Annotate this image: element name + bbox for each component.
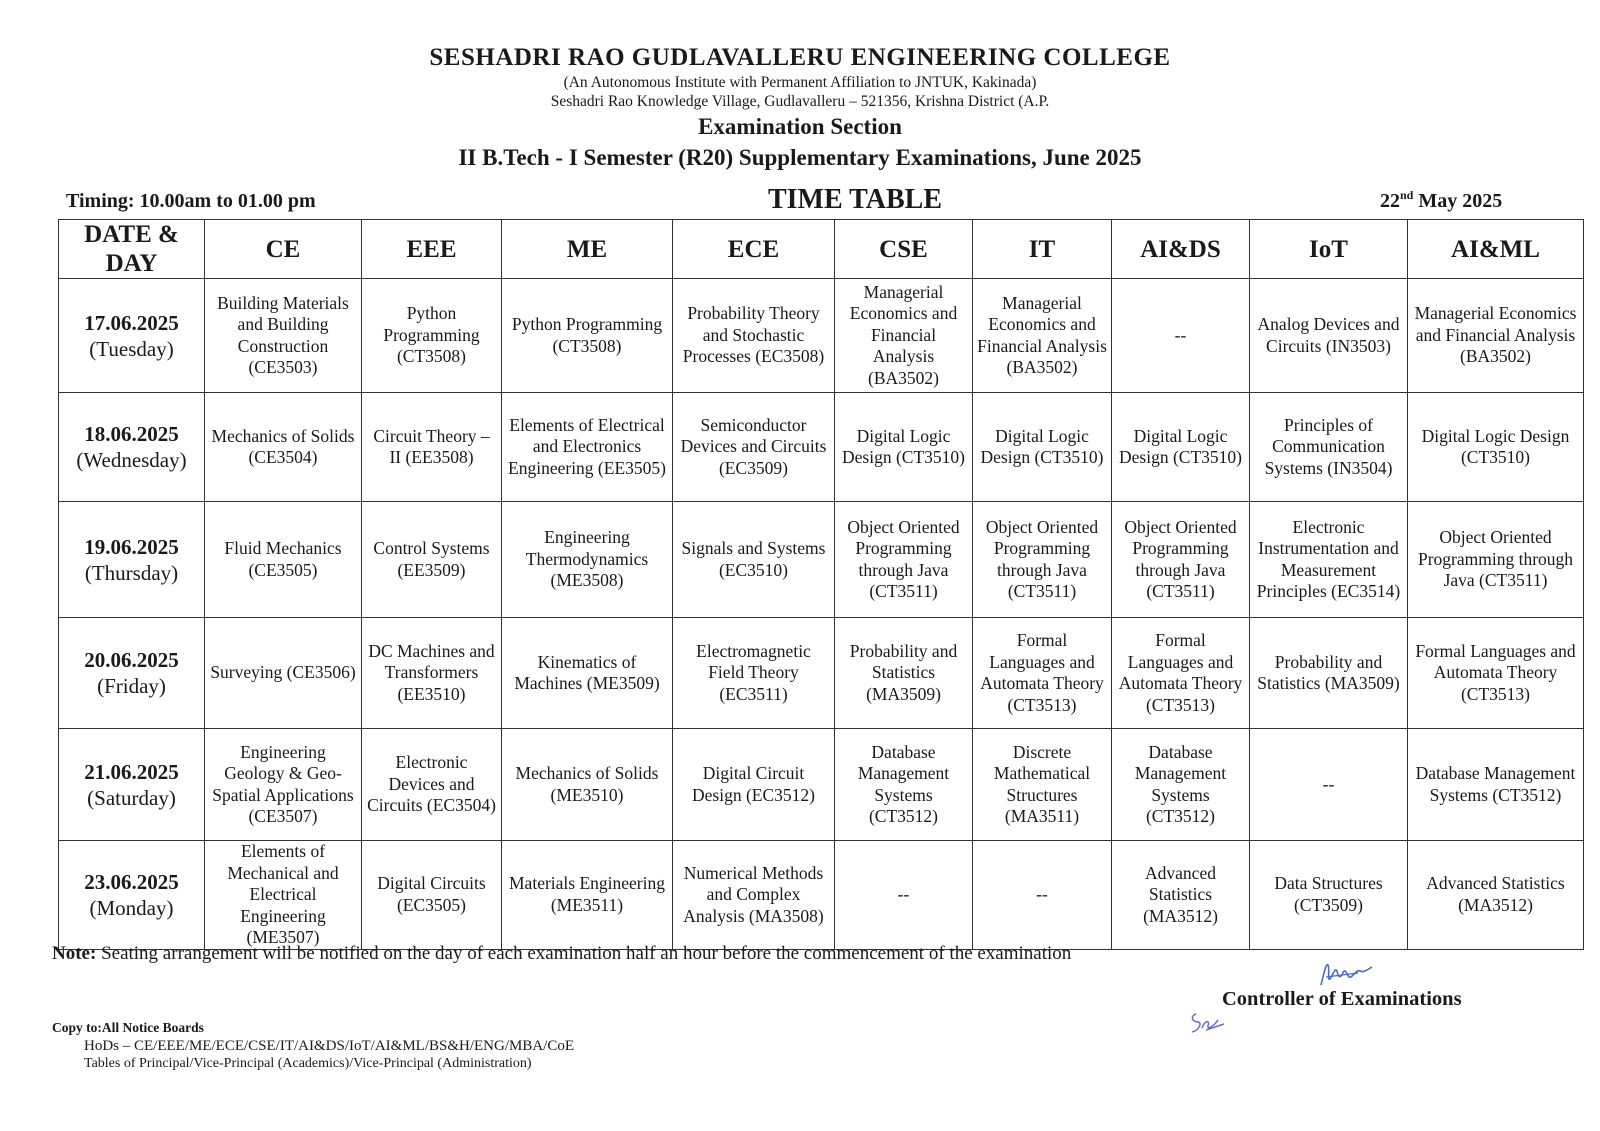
subject-cell: -- bbox=[835, 841, 973, 950]
exam-title: II B.Tech - I Semester (R20) Supplementary Examinations, June 2025 bbox=[458, 145, 1142, 170]
subject-cell: Formal Languages and Automata Theory (CT3513) bbox=[1112, 618, 1250, 729]
page-title: TIME TABLE bbox=[767, 184, 942, 215]
subject-cell: Data Structures (CT3509) bbox=[1250, 841, 1408, 950]
table-row bbox=[59, 279, 1584, 393]
subject-cell: Probability Theory and Stochastic Processes (EC3508) bbox=[673, 279, 835, 393]
note-text: Seating arrangement will be notified on the day of each examination half an hour before the commencement of the examination bbox=[101, 943, 1072, 964]
subject-cell: Fluid Mechanics (CE3505) bbox=[205, 502, 362, 618]
exam-date: 21.06.2025 bbox=[84, 759, 179, 784]
subject-cell: Object Oriented Programming through Java (CT3511) bbox=[1112, 502, 1250, 618]
address-line: Seshadri Rao Knowledge Village, Gudlavalleru – 521356, Krishna District (A.P. bbox=[550, 93, 1050, 110]
column-header: CE bbox=[205, 220, 362, 279]
subject-cell: Probability and Statistics (MA3509) bbox=[1250, 618, 1408, 729]
column-header: IoT bbox=[1250, 220, 1408, 279]
date-cell bbox=[59, 841, 205, 950]
subject-cell: Digital Circuits (EC3505) bbox=[362, 841, 502, 950]
subject-cell: Advanced Statistics (MA3512) bbox=[1408, 841, 1584, 950]
subject-cell: Discrete Mathematical Structures (MA3511) bbox=[973, 729, 1112, 841]
table-row bbox=[59, 618, 1584, 729]
subject-cell: Digital Logic Design (CT3510) bbox=[1112, 393, 1250, 502]
subject-cell: Principles of Communication Systems (IN3504) bbox=[1250, 393, 1408, 502]
subject-cell: Digital Circuit Design (EC3512) bbox=[673, 729, 835, 841]
table-row bbox=[59, 502, 1584, 618]
exam-date: 17.06.2025 bbox=[84, 310, 179, 335]
header-row bbox=[59, 220, 1584, 279]
subject-cell: -- bbox=[973, 841, 1112, 950]
subject-cell: Building Materials and Building Construction (CE3503) bbox=[205, 279, 362, 393]
signature-mark bbox=[1318, 955, 1374, 991]
subject-cell: Control Systems (EE3509) bbox=[362, 502, 502, 618]
column-header: ECE bbox=[673, 220, 835, 279]
date-cell bbox=[59, 279, 205, 393]
date-cell bbox=[59, 393, 205, 502]
subject-cell: Analog Devices and Circuits (IN3503) bbox=[1250, 279, 1408, 393]
subject-cell: DC Machines and Transformers (EE3510) bbox=[362, 618, 502, 729]
column-header: EEE bbox=[362, 220, 502, 279]
subject-cell: Electronic Instrumentation and Measurement Principles (EC3514) bbox=[1250, 502, 1408, 618]
exam-day: (Wednesday) bbox=[76, 448, 187, 472]
subject-cell: Digital Logic Design (CT3510) bbox=[835, 393, 973, 502]
subject-cell: Database Management Systems (CT3512) bbox=[1408, 729, 1584, 841]
subject-cell: Python Programming (CT3508) bbox=[362, 279, 502, 393]
subject-cell: Kinematics of Machines (ME3509) bbox=[502, 618, 673, 729]
subject-cell: Mechanics of Solids (CE3504) bbox=[205, 393, 362, 502]
exam-day: (Saturday) bbox=[87, 785, 176, 810]
initials-mark bbox=[1188, 1010, 1228, 1036]
copy-to-label: Copy to:All Notice Boards bbox=[52, 1020, 204, 1035]
subject-cell: Elements of Electrical and Electronics Engineering (EE3505) bbox=[502, 393, 673, 502]
subject-cell: Digital Logic Design (CT3510) bbox=[973, 393, 1112, 502]
subject-cell: Circuit Theory – II (EE3508) bbox=[362, 393, 502, 502]
exam-day: (Monday) bbox=[89, 895, 174, 920]
exam-day: (Friday) bbox=[97, 674, 166, 698]
subject-cell: Materials Engineering (ME3511) bbox=[502, 841, 673, 950]
subject-cell: Formal Languages and Automata Theory (CT3513) bbox=[973, 618, 1112, 729]
publish-date-day: 22 bbox=[1380, 190, 1400, 212]
exam-date: 23.06.2025 bbox=[84, 869, 179, 894]
table-row bbox=[59, 393, 1584, 502]
subject-cell: Python Programming (CT3508) bbox=[502, 279, 673, 393]
exam-date: 20.06.2025 bbox=[84, 648, 179, 672]
subject-cell: Surveying (CE3506) bbox=[205, 618, 362, 729]
subject-cell: Object Oriented Programming through Java (CT3511) bbox=[1408, 502, 1584, 618]
subject-cell: Managerial Economics and Financial Analysis (BA3502) bbox=[1408, 279, 1584, 393]
date-day-header: DATE & DAY bbox=[59, 220, 205, 279]
seating-note bbox=[52, 943, 1071, 965]
subject-cell: Managerial Economics and Financial Analysis (BA3502) bbox=[835, 279, 973, 393]
subject-cell: Numerical Methods and Complex Analysis (MA3508) bbox=[673, 841, 835, 950]
subject-cell: Electronic Devices and Circuits (EC3504) bbox=[362, 729, 502, 841]
column-header: AI&ML bbox=[1408, 220, 1584, 279]
subject-cell: Database Management Systems (CT3512) bbox=[835, 729, 973, 841]
table-row bbox=[59, 729, 1584, 841]
subject-cell: Probability and Statistics (MA3509) bbox=[835, 618, 973, 729]
column-header: IT bbox=[973, 220, 1112, 279]
exam-date: 18.06.2025 bbox=[84, 422, 179, 446]
subject-cell: -- bbox=[1112, 279, 1250, 393]
publish-date-suffix: nd bbox=[1400, 188, 1414, 202]
section-title: Examination Section bbox=[698, 114, 902, 139]
signatory-title: Controller of Examinations bbox=[1222, 988, 1462, 1010]
subject-cell: Elements of Mechanical and Electrical Engineering (ME3507) bbox=[205, 841, 362, 950]
college-name: SESHADRI RAO GUDLAVALLERU ENGINEERING COLLEGE bbox=[429, 44, 1171, 71]
column-header: CSE bbox=[835, 220, 973, 279]
note-label: Note: bbox=[52, 943, 97, 964]
exam-day: (Thursday) bbox=[84, 560, 179, 585]
exam-timing: Timing: 10.00am to 01.00 pm bbox=[66, 190, 316, 212]
subject-cell: Engineering Thermodynamics (ME3508) bbox=[502, 502, 673, 618]
subject-cell: Database Management Systems (CT3512) bbox=[1112, 729, 1250, 841]
date-cell bbox=[59, 502, 205, 618]
subject-cell: Semiconductor Devices and Circuits (EC3509) bbox=[673, 393, 835, 502]
subject-cell: Mechanics of Solids (ME3510) bbox=[502, 729, 673, 841]
subject-cell: Object Oriented Programming through Java (CT3511) bbox=[973, 502, 1112, 618]
copy-to-principal: Tables of Principal/Vice-Principal (Academics)/Vice-Principal (Administration) bbox=[84, 1056, 532, 1071]
subject-cell: Signals and Systems (EC3510) bbox=[673, 502, 835, 618]
copy-to-hods: HoDs – CE/EEE/ME/ECE/CSE/IT/AI&DS/IoT/AI&ML/BS&H/ENG/MBA/CoE bbox=[84, 1038, 575, 1054]
subject-cell: Managerial Economics and Financial Analysis (BA3502) bbox=[973, 279, 1112, 393]
affiliation-line: (An Autonomous Institute with Permanent Affiliation to JNTUK, Kakinada) bbox=[563, 74, 1037, 91]
subject-cell: Digital Logic Design (CT3510) bbox=[1408, 393, 1584, 502]
column-header: ME bbox=[502, 220, 673, 279]
table-row bbox=[59, 841, 1584, 950]
publish-date bbox=[1380, 188, 1502, 213]
subject-cell: Advanced Statistics (MA3512) bbox=[1112, 841, 1250, 950]
publish-date-rest: May 2025 bbox=[1418, 190, 1503, 212]
subject-cell: Object Oriented Programming through Java (CT3511) bbox=[835, 502, 973, 618]
exam-date: 19.06.2025 bbox=[84, 534, 179, 559]
date-cell bbox=[59, 729, 205, 841]
subject-cell: Engineering Geology & Geo-Spatial Applications (CE3507) bbox=[205, 729, 362, 841]
date-cell bbox=[59, 618, 205, 729]
subject-cell: Electromagnetic Field Theory (EC3511) bbox=[673, 618, 835, 729]
timetable bbox=[58, 219, 1584, 950]
exam-day: (Tuesday) bbox=[89, 336, 174, 361]
subject-cell: -- bbox=[1250, 729, 1408, 841]
column-header: AI&DS bbox=[1112, 220, 1250, 279]
subject-cell: Formal Languages and Automata Theory (CT3513) bbox=[1408, 618, 1584, 729]
